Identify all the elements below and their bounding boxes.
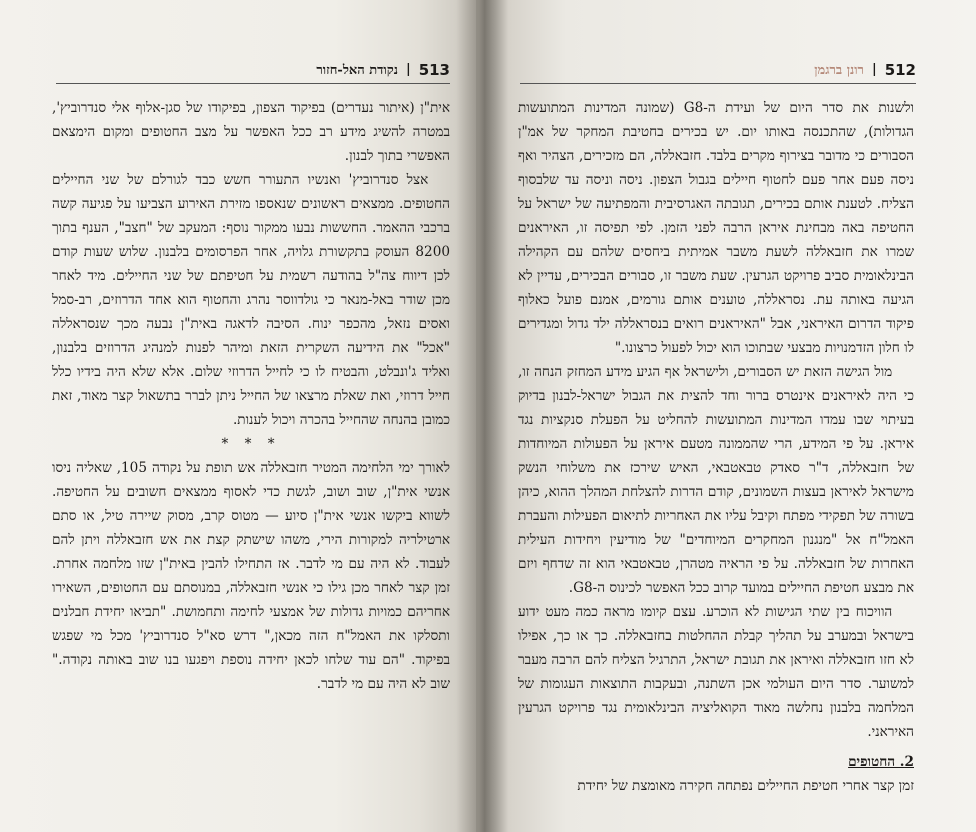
left-page bbox=[0, 0, 476, 832]
right-page-text bbox=[518, 96, 914, 798]
right-page bbox=[476, 0, 976, 832]
left-page-text bbox=[52, 96, 450, 696]
paragraph: הוויכוח בין שתי הגישות לא הוכרע. עצם קיומו מראה כמה מעט ידוע בישראל ובמערב על תהליך קבלת ההחלטות בחזבאללה. כך או כך, אפילו לא חזו חזבאללה ואיראן את תגובת ישראל, התרגיל הצליח להם הרבה מעבר למשוער. סדר היום העולמי אכן השתנה, ובעקבות התוצאות העגומות של המלחמה בלבנון נחלשה מאוד הקואליציה הבינלאומית נגד פרויקט הגרעין האיראני. bbox=[518, 604, 914, 740]
section-separator: * * * bbox=[221, 436, 281, 452]
page-number: 513 bbox=[418, 60, 450, 79]
paragraph: זמן קצר אחרי חטיפת החיילים נפתחה חקירה מאומצת של יחידת bbox=[577, 778, 914, 794]
header-separator: | bbox=[405, 62, 411, 77]
page-number: 512 bbox=[884, 60, 916, 79]
running-head: רונן ברגמן bbox=[814, 62, 864, 78]
header-separator: | bbox=[871, 62, 877, 77]
section-heading-wrapper bbox=[518, 750, 914, 774]
right-page-header bbox=[520, 56, 916, 84]
running-head: נקודת האל-חזור bbox=[316, 62, 398, 78]
left-page-header bbox=[56, 56, 450, 84]
paragraph: אית"ן (איתור נעדרים) בפיקוד הצפון, בפיקודו של סגן-אלוף אלי סנדרוביץ', במטרה להשיג מידע רב ככל האפשר על מצב החטופים ומקום הימצאם האפשרי בתוך לבנון. bbox=[52, 100, 450, 164]
paragraph: מול הגישה הזאת יש הסבורים, ולישראל אף הגיע מידע המחזק הנחה זו, כי היה לאיראנים אינטרס ברור וחד להצית את הגבול ישראל-לבנון בדיוק בעיתוי שבו עמדו המדינות המתועשות להחליט על הפעלת סנקציות נגד איראן. על פי המידע, הרי שהממונה מטעם איראן על הפעולות המיוחדות של חזבאללה, ד"ר סאדק טבאטבאי, האיש שירכז את משלוחי הנשק מישראל לאיראן בעצות השמונים, קודם הדרות להצלחת המהלך ההוא, כיהן בשורה של תפקידי מפתח וקיבל עליו את האחריות לתיאום הפעילות והעברת האמל"ח אל "מנגנון המחקרים המיוחדים" של מודיעין ויחידות העילית האחרות של חזבאללה. על פי הראיה מטהרן, טבאטבאי הוא זה שדחף ויזם את מבצע חטיפת החיילים במועד קרוב ככל האפשר לכינוס ה-G8. bbox=[518, 364, 914, 596]
paragraph: אצל סנדרוביץ' ואנשיו התעורר חשש כבד לגורלם של שני החיילים החטופים. ממצאים ראשונים שנאספו מזירת האירוע הצביעו על פגיעה קשה ברכבי ההאמר. החששות נבעו ממקור נוסף: המעקב של "חצב", הענף בתוך 8200 העוסק בתקשורת גלויה, אחר הפרסומים בלבנון. שלוש שעות קודם לכן דיווח צה"ל בהודעה רשמית על חטיפתם של שני החיילים. מיד לאחר מכן שודר באל-מנאר כי גולדווסר נהרג והחטוף הוא אחד הדרוזים, רב-סמל ואסים נזאל, מהכפר ינוח. הסיבה לדאגה באית"ן נבעה מכך שנסראללה "אכל" את הידיעה השקרית הזאת ומיהר לפנות למנהיג הדרוזים בלבנון, ואליד ג'ונבלט, והבטיח לו כי לחייל הדרוזי שלום. אלא שלא היה בידיו כלל חייל דרוזי, ואת שאלת מרצאו של החייל ניתן לברר בתשאול קצר מאוד, זאת כמובן בהנחה שהחייל בהכרה ויכול לענות. bbox=[52, 172, 450, 428]
paragraph: לאורך ימי הלחימה המטיר חזבאללה אש תופת על נקודה 105, שאליה ניסו אנשי אית"ן, שוב ושוב, לגשת כדי לאסוף ממצאים חשובים על החטיפה. לשווא ביקשו אנשי אית"ן סיוע — מטוס קרב, מסוק שיירה טיל, או סתם ארטילריה למקורות הירי, משהו שישתק קצת את אש חזבאללה ויתן להם לעבוד. לא היה עם מי לדבר. אז התחילו להבין באית"ן שזו מלחמה אחרת. זמן קצר לאחר מכן גילו כי אנשי חזבאללה, במנוסתם עם החטופים, השאירו אחריהם כמויות גדולות של אמצעי לחימה ותחמושת. "תביאו יחידת חבלנים ותסלקו את האמל"ח הזה מכאן," דרש סא"ל סנדרוביץ' מכל מי שפגש בפיקוד. "הם עוד שלחו לכאן יחידה נוספת ויפגעו בנו שוב באותה נקודה." שוב לא היה עם מי לדבר. bbox=[52, 460, 450, 692]
paragraph: ולשנות את סדר היום של ועידת ה-G8 (שמונה המדינות המתועשות הגדולות), שהתכנסה באותו יום. יש בכירים בחטיבת המחקר של אמ"ן הסבורים כי מדובר בצירוף מקרים בלבד. חזבאללה, הם מזכירים, הצהיר ואף ניסה פעם אחר פעם לחטוף חיילים בגבול הצפון. ניסה וניסה עד שלבסוף הצליח. לטענת אותם בכירים, תגובתה האגרסיבית והמפתיעה של ישראל על החטיפה באה מבחינת איראן הרבה לפני הזמן. לפי תפיסה זו, האיראנים שמרו את חזבאללה לשעת משבר אמיתית ביחסים שלהם עם הקהילה הבינלאומית סביב פרויקט הגרעין. שעת משבר זו, סבורים הבכירים, עדיין לא הגיעה באותה עת. נסראללה, טוענים אותם גורמים, אמנם פועל כאלוף פיקוד הדרום האיראני, אבל "האיראנים רואים בנסראללה ילד גדול ומגדירים לו חלון הזדמנויות מבצעי שבתוכו הוא יכול לפעול כרצונו." bbox=[518, 100, 914, 356]
section-heading: 2. החטופים bbox=[848, 754, 914, 770]
